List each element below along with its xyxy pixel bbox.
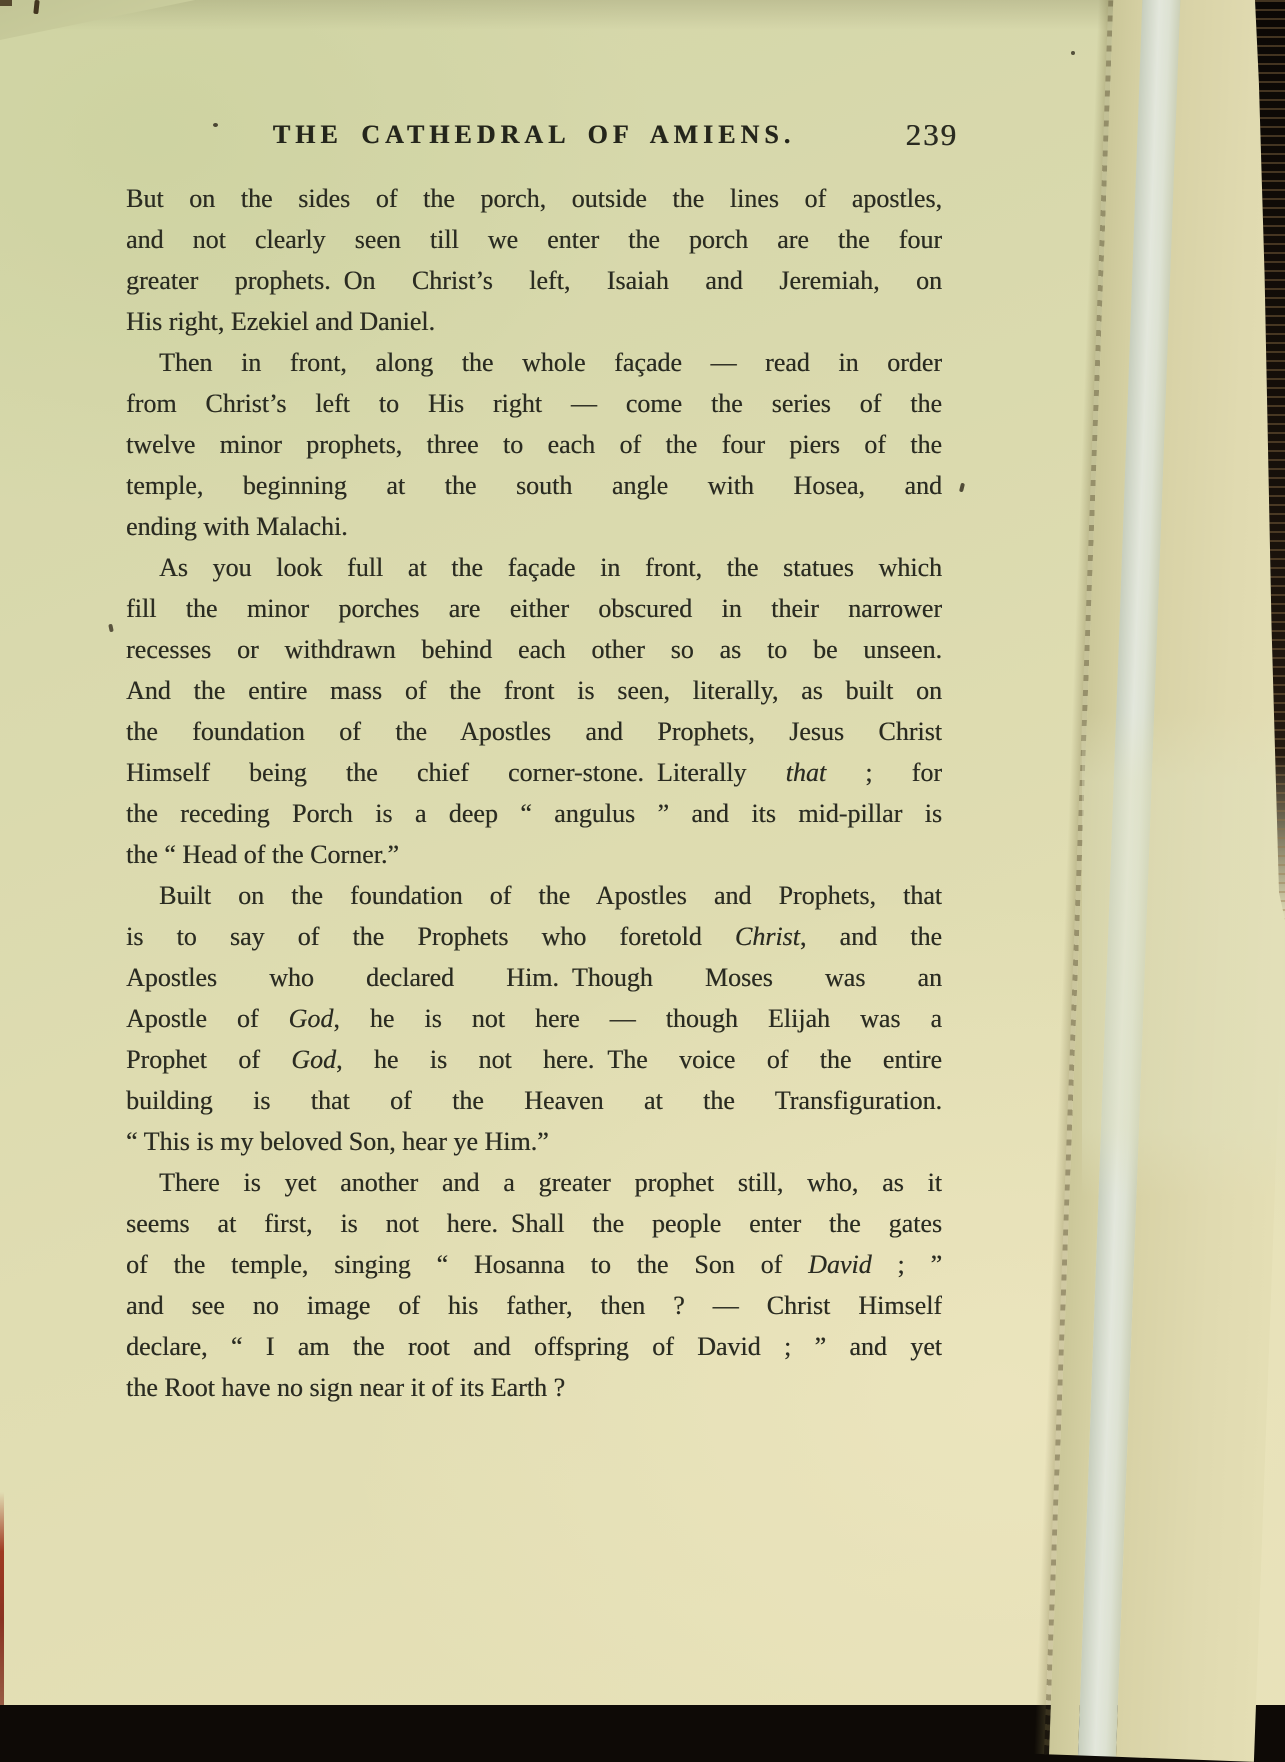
text-line: and see no image of his father, then ? — Christ Himself [126, 1291, 942, 1320]
text-line: Apostle of God, he is not here — though Elijah was a [126, 1004, 942, 1033]
text-line: There is yet another and a greater prophet still, who, as it [159, 1168, 942, 1197]
page-number: 239 [905, 117, 958, 152]
text-line: building is that of the Heaven at the Transfiguration. [126, 1086, 942, 1115]
text-line: Then in front, along the whole façade — read in order [159, 348, 942, 377]
text-line: ending with Malachi. [126, 512, 348, 541]
scan-speck [959, 483, 965, 493]
text-line: twelve minor prophets, three to each of the four piers of the [126, 430, 942, 459]
text-line: the receding Porch is a deep “ angulus ” and its mid-pillar is [126, 799, 942, 828]
text-line: the Root have no sign near it of its Earth ? [126, 1373, 566, 1402]
text-line: the “ Head of the Corner.” [126, 840, 399, 869]
text-line: And the entire mass of the front is seen, literally, as built on [126, 676, 942, 705]
text-line: is to say of the Prophets who foretold Christ, and the [126, 922, 942, 951]
scan-speck [108, 624, 114, 633]
text-line: declare, “ I am the root and offspring of David ; ” and yet [126, 1332, 942, 1361]
text-line: the foundation of the Apostles and Prophets, Jesus Christ [126, 717, 942, 746]
text-line: His right, Ezekiel and Daniel. [126, 307, 436, 336]
text-line: As you look full at the façade in front, the statues which [159, 553, 942, 582]
paragraph [126, 178, 942, 342]
text-body [126, 178, 942, 1408]
text-line: recesses or withdrawn behind each other so as to be unseen. [126, 635, 942, 664]
text-line: Built on the foundation of the Apostles and Prophets, that [159, 881, 942, 910]
paragraph [126, 547, 942, 875]
text-line: fill the minor porches are either obscured in their narrower [126, 594, 942, 623]
text-line: temple, beginning at the south angle with Hosea, and [126, 471, 942, 500]
paragraph [126, 342, 942, 547]
text-line: Prophet of God, he is not here. The voice of the entire [126, 1045, 942, 1074]
text-line: greater prophets. On Christ’s left, Isaiah and Jeremiah, on [126, 266, 942, 295]
scan-blur-band [1082, 712, 1285, 1197]
text-line: and not clearly seen till we enter the porch are the four [126, 225, 942, 254]
page-header [126, 117, 958, 156]
text-line: of the temple, singing “ Hosanna to the Son of David ; ” [126, 1250, 942, 1279]
text-line: Himself being the chief corner-stone. Literally that ; for [126, 758, 942, 787]
text-line: seems at first, is not here. Shall the people enter the gates [126, 1209, 942, 1238]
paragraph [126, 875, 942, 1162]
scan-speck [1071, 51, 1075, 55]
text-line: from Christ’s left to His right — come the series of the [126, 389, 942, 418]
text-line: “ This is my beloved Son, hear ye Him.” [126, 1127, 549, 1156]
top-edge-shadow [0, 0, 1285, 30]
paragraph [126, 1162, 942, 1408]
corner-mark [0, 0, 12, 6]
text-line: But on the sides of the porch, outside the lines of apostles, [126, 184, 942, 213]
text-line: Apostles who declared Him. Though Moses was an [126, 963, 942, 992]
text-column [126, 117, 958, 1408]
gutter-red-line [0, 1492, 4, 1705]
running-title: THE CATHEDRAL OF AMIENS. [272, 120, 796, 149]
